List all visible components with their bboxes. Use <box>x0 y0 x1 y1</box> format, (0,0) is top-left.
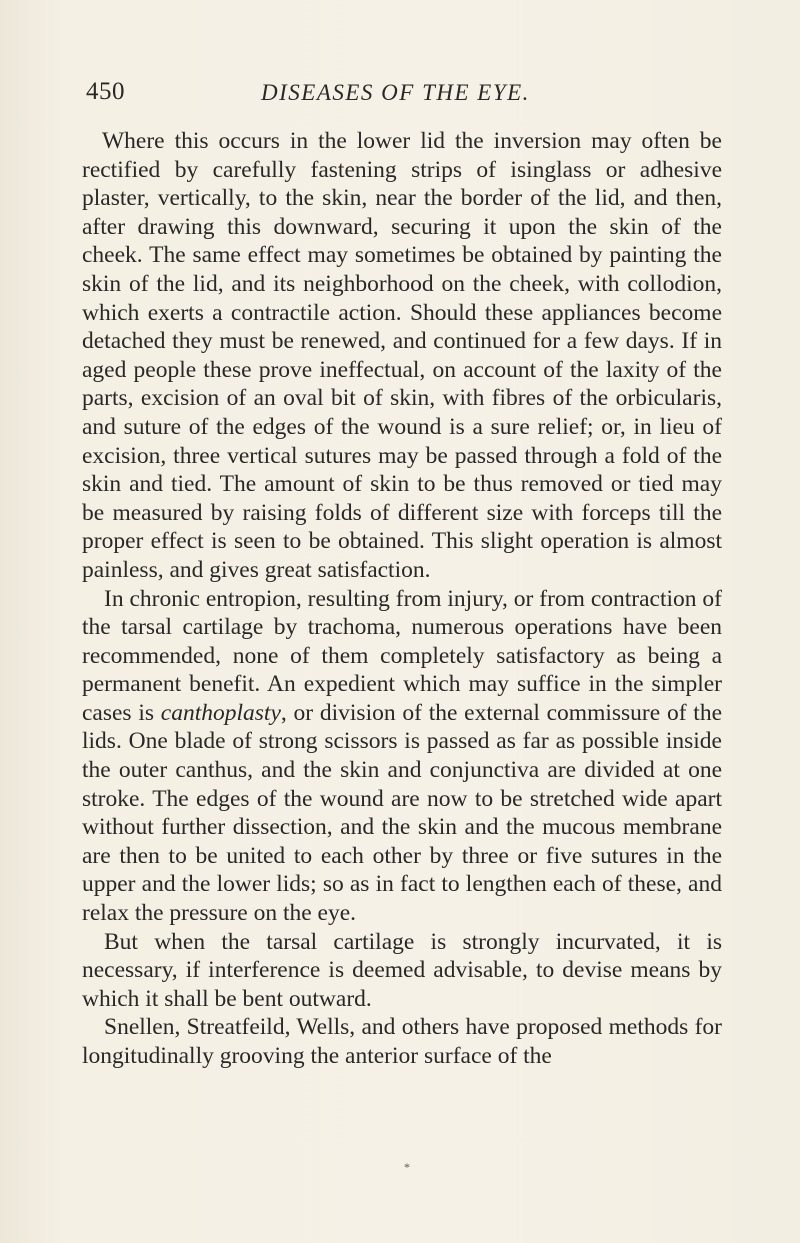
paragraph-snellen-methods: Snellen, Streatfeild, Wells, and others have proposed methods for longitudinally grooving the anterior surface of the <box>82 1014 722 1069</box>
body-text <box>82 127 722 1071</box>
italic-term-canthoplasty: canthoplasty <box>160 699 281 726</box>
paragraph-text-part: In chronic entropion, resulting from injury, or from contraction of the tarsal cartilage by trachoma, numerous operations have been recommended, none of them completely satisfactory as being a permanent benefit. An expedient which may suffice in the simpler cases is <box>82 585 722 726</box>
page-number: 450 <box>86 78 125 105</box>
paragraph-text-part: , or division of the external commissure of the lids. One blade of strong scissors is passed as far as possible inside the outer canthus, and the skin and conjunctiva are divided at one stroke. The edges of the wound are now to be stretched wide apart without further dissection, and the skin and the mucous membrane are then to be united to each other by three or five sutures in the upper and the lower lids; so as in fact to lengthen each of these, and relax the pressure on the eye. <box>82 699 722 927</box>
paragraph-lower-lid-inversion: Where this occurs in the lower lid the inversion may often be rectified by carefully fastening strips of isinglass or adhesive plaster, vertically, to the skin, near the border of the lid, and then, after drawing this downward, securing it upon the skin of the cheek. The same effect may sometimes be obtained by painting the skin of the lid, and its neighborhood on the cheek, with collodion, which exerts a contractile action. Should these appliances become detached they must be renewed, and continued for a few days. If in aged people these prove ineffectual, on account of the laxity of the parts, excision of an oval bit of skin, with fibres of the orbicularis, and suture of the edges of the wound is a sure relief; or, in lieu of excision, three vertical sutures may be passed through a fold of the skin and tied. The amount of skin to be thus removed or tied may be measured by raising folds of different size with forceps till the proper effect is seen to be obtained. This slight operation is almost painless, and gives great satisfaction. <box>82 128 722 583</box>
printer-mark: * <box>404 1160 410 1174</box>
running-title: DISEASES OF THE EYE. <box>261 80 530 105</box>
paragraph-chronic-entropion <box>82 585 722 928</box>
paragraph-tarsal-cartilage: But when the tarsal cartilage is strongly incurvated, it is necessary, if interference is deemed advisable, to devise means by which it shall be bent outward. <box>82 928 722 1012</box>
running-head <box>86 78 726 114</box>
